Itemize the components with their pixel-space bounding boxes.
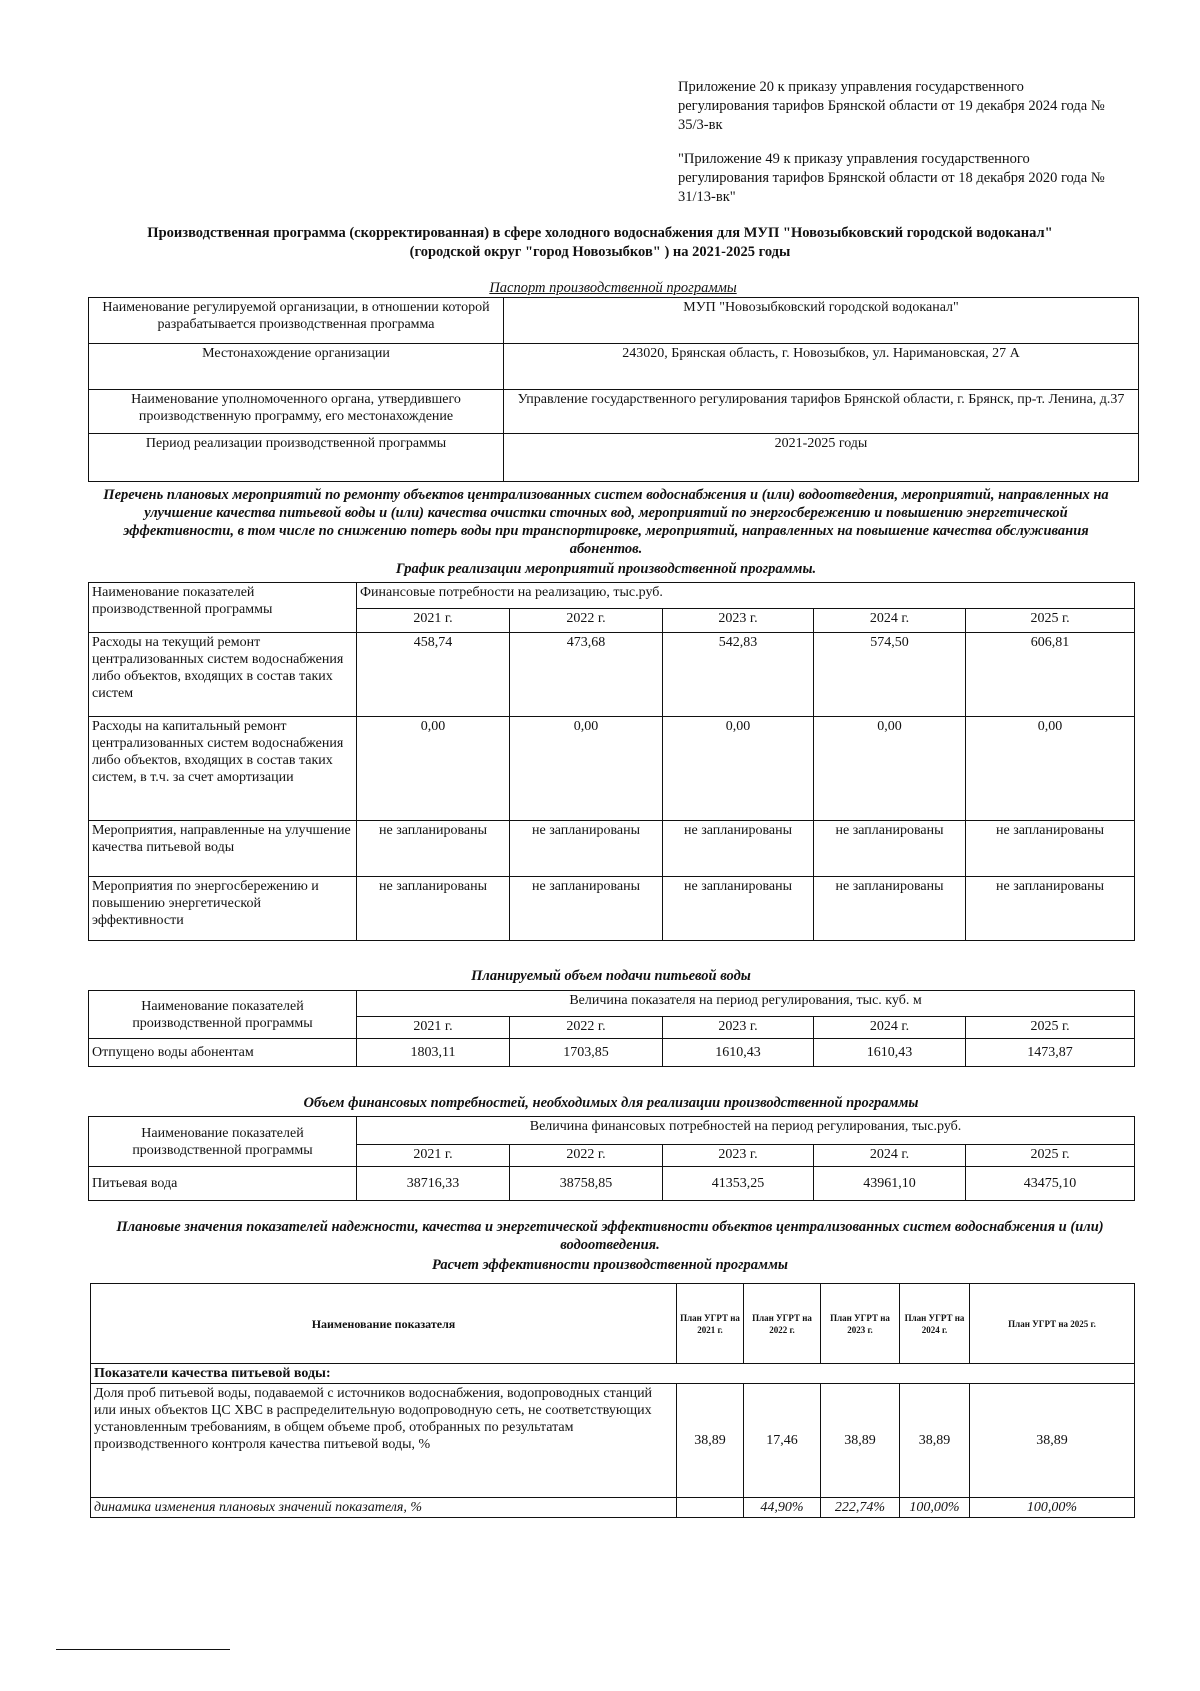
row-label: Расходы на капитальный ремонт централизованных систем водоснабжения либо объектов, входящих в состав таких систем, в т.ч. за счет амортизации (89, 717, 357, 821)
cell-value: 0,00 (510, 717, 663, 821)
year-header: 2025 г. (966, 1145, 1135, 1167)
table-row (89, 1167, 1135, 1201)
year-header: 2025 г. (966, 1017, 1135, 1039)
passport-row (89, 298, 1139, 344)
year-header: 2023 г. (663, 609, 814, 633)
table-row (89, 717, 1135, 821)
passport-label: Наименование уполномоченного органа, утвердившего производственную программу, его местонахождение (89, 390, 504, 434)
passport-caption: Паспорт производственной программы (489, 280, 737, 296)
year-header: 2024 г. (814, 1017, 966, 1039)
row-label: динамика изменения плановых значений показателя, % (91, 1498, 677, 1518)
table-row (91, 1498, 1135, 1518)
cell-value: не запланированы (966, 821, 1135, 877)
supply-head-label: Наименование показателей производственной программы (89, 991, 357, 1039)
doc-title-line1: Производственная программа (скорректированная) в сфере холодного водоснабжения для МУП "Новозыбковский городской водоканал" (147, 225, 1053, 241)
cell-value: 1803,11 (357, 1039, 510, 1067)
cell-value: 38716,33 (357, 1167, 510, 1201)
doc-title-line2: (городской округ "город Новозыбков" ) на 2021-2025 годы (409, 244, 791, 260)
year-header: 2024 г. (814, 609, 966, 633)
cell-value: 38,89 (900, 1384, 970, 1498)
cell-value: 1610,43 (663, 1039, 814, 1067)
cell-value: 43961,10 (814, 1167, 966, 1201)
cell-value: не запланированы (663, 877, 814, 941)
supply-table (88, 990, 1135, 1067)
finance-head-group: Величина финансовых потребностей на период регулирования, тыс.руб. (357, 1117, 1135, 1145)
plan-header: План УГРТ на 2023 г. (821, 1284, 900, 1364)
cell-value: 0,00 (663, 717, 814, 821)
year-header: 2021 г. (357, 1017, 510, 1039)
row-label: Отпущено воды абонентам (89, 1039, 357, 1067)
cell-value: 41353,25 (663, 1167, 814, 1201)
cell-value: 222,74% (821, 1498, 900, 1518)
measures-table (88, 582, 1135, 941)
passport-label: Наименование регулируемой организации, в отношении которой разрабатывается производственная программа (89, 298, 504, 344)
year-header: 2023 г. (663, 1145, 814, 1167)
cell-value: 0,00 (357, 717, 510, 821)
cell-value: не запланированы (814, 877, 966, 941)
cell-value: 38,89 (970, 1384, 1135, 1498)
cell-value: 1703,85 (510, 1039, 663, 1067)
passport-value: МУП "Новозыбковский городской водоканал" (504, 298, 1139, 344)
supply-caption: Планируемый объем подачи питьевой воды (471, 968, 751, 984)
cell-value (677, 1498, 744, 1518)
cell-value: 38,89 (677, 1384, 744, 1498)
plan-header: План УГРТ на 2024 г. (900, 1284, 970, 1364)
passport-label: Период реализации производственной программы (89, 434, 504, 482)
finance-head-label: Наименование показателей производственной программы (89, 1117, 357, 1167)
finance-caption: Объем финансовых потребностей, необходимых для реализации производственной программы (303, 1095, 919, 1111)
cell-value: не запланированы (357, 877, 510, 941)
efficiency-caption: Плановые значения показателей надежности, качества и энергетической эффективности объектов централизованных систем водоснабжения и (или) водоотведения. (116, 1219, 1104, 1253)
cell-value: 1473,87 (966, 1039, 1135, 1067)
cell-value: 17,46 (744, 1384, 821, 1498)
cell-value: 1610,43 (814, 1039, 966, 1067)
cell-value: 43475,10 (966, 1167, 1135, 1201)
cell-value: 574,50 (814, 633, 966, 717)
cell-value: 44,90% (744, 1498, 821, 1518)
passport-row (89, 390, 1139, 434)
row-label: Расходы на текущий ремонт централизованных систем водоснабжения либо объектов, входящих в состав таких систем (89, 633, 357, 717)
cell-value: не запланированы (814, 821, 966, 877)
table-row (91, 1384, 1135, 1498)
schedule-caption: График реализации мероприятий производственной программы. (395, 561, 817, 577)
measures-caption: Перечень плановых мероприятий по ремонту объектов централизованных систем водоснабжения и (или) водоотведения, мероприятий, направленных на улучшение качества питьевой воды и (или) качества очистки сточных вод, мероприятий по энергосбережению и повышению энергетической эффективности, в том числе по снижению потерь воды при транспортировке, мероприятий, направленных на повышение качества обслуживания абонентов. (103, 487, 1109, 557)
passport-label: Местонахождение организации (89, 344, 504, 390)
cell-value: не запланированы (966, 877, 1135, 941)
year-header: 2024 г. (814, 1145, 966, 1167)
year-header: 2022 г. (510, 1145, 663, 1167)
passport-value: 243020, Брянская область, г. Новозыбков, ул. Наримановская, 27 А (504, 344, 1139, 390)
row-label: Доля проб питьевой воды, подаваемой с источников водоснабжения, водопроводных станций или иных объектов ЦС ХВС в распределительную водопроводную сеть, не соответствующих установленным требованиям, в общем объеме проб, отобранных по результатам производственного контроля качества питьевой воды, % (91, 1384, 677, 1498)
table-row (89, 877, 1135, 941)
cell-value: 606,81 (966, 633, 1135, 717)
cell-value: 100,00% (900, 1498, 970, 1518)
row-label: Мероприятия по энергосбережению и повышению энергетической эффективности (89, 877, 357, 941)
passport-value: 2021-2025 годы (504, 434, 1139, 482)
efficiency-table (90, 1283, 1135, 1518)
year-header: 2022 г. (510, 1017, 663, 1039)
finance-table (88, 1116, 1135, 1201)
year-header: 2021 г. (357, 609, 510, 633)
measures-head-group: Финансовые потребности на реализацию, тыс.руб. (357, 583, 1135, 609)
cell-value: 458,74 (357, 633, 510, 717)
year-header: 2023 г. (663, 1017, 814, 1039)
cell-value: 0,00 (966, 717, 1135, 821)
efficiency-subcaption: Расчет эффективности производственной программы (432, 1257, 788, 1273)
cell-value: 38758,85 (510, 1167, 663, 1201)
cell-value: 38,89 (821, 1384, 900, 1498)
cell-value: не запланированы (510, 821, 663, 877)
row-label: Питьевая вода (89, 1167, 357, 1201)
table-row (89, 1039, 1135, 1067)
table-row (89, 821, 1135, 877)
passport-value: Управление государственного регулирования тарифов Брянской области, г. Брянск, пр-т. Ленина, д.37 (504, 390, 1139, 434)
appendix-note-1: Приложение 20 к приказу управления государственного регулирования тарифов Брянской области от 19 декабря 2024 года № 35/3-вк (678, 79, 1105, 133)
table-row (89, 633, 1135, 717)
passport-row (89, 434, 1139, 482)
plan-header: План УГРТ на 2022 г. (744, 1284, 821, 1364)
year-header: 2022 г. (510, 609, 663, 633)
plan-header: План УГРТ на 2021 г. (677, 1284, 744, 1364)
cell-value: не запланированы (510, 877, 663, 941)
cell-value: 0,00 (814, 717, 966, 821)
cell-value: 100,00% (970, 1498, 1135, 1518)
year-header: 2021 г. (357, 1145, 510, 1167)
passport-row (89, 344, 1139, 390)
cell-value: не запланированы (357, 821, 510, 877)
cell-value: не запланированы (663, 821, 814, 877)
appendix-note-2: "Приложение 49 к приказу управления государственного регулирования тарифов Брянской области от 18 декабря 2020 года № 31/13-вк" (678, 151, 1105, 205)
footnote-divider (56, 1649, 230, 1650)
measures-head-label: Наименование показателей производственной программы (89, 583, 357, 633)
section-header: Показатели качества питьевой воды: (91, 1364, 1135, 1384)
efficiency-head-label: Наименование показателя (91, 1284, 677, 1364)
plan-header: План УГРТ на 2025 г. (970, 1284, 1135, 1364)
cell-value: 542,83 (663, 633, 814, 717)
cell-value: 473,68 (510, 633, 663, 717)
row-label: Мероприятия, направленные на улучшение качества питьевой воды (89, 821, 357, 877)
passport-table (88, 297, 1139, 482)
year-header: 2025 г. (966, 609, 1135, 633)
supply-head-group: Величина показателя на период регулирования, тыс. куб. м (357, 991, 1135, 1017)
